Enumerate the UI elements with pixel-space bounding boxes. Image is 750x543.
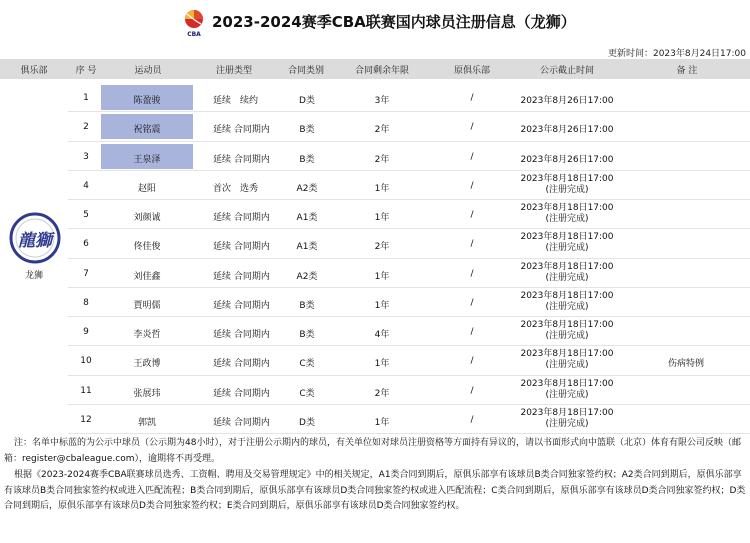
deadline-cell	[520, 320, 613, 342]
row-number: 1	[83, 93, 89, 103]
table-row	[68, 317, 750, 346]
registration-type: 延续 合同期内	[213, 154, 270, 165]
deadline: 2023年8月18日17:00	[520, 261, 614, 272]
club-name: 龙狮	[24, 271, 44, 281]
row-number: 11	[80, 385, 92, 396]
deadline-status: (注册完成)	[545, 214, 589, 224]
contract-years: 1年	[374, 213, 390, 223]
deadline: 2023年8月18日17:00	[520, 173, 614, 184]
table-row	[68, 346, 750, 375]
player-name: 陈盈骏	[133, 96, 161, 106]
player-name: 李炎哲	[133, 330, 161, 340]
registration-type: 延续 合同期内	[213, 125, 270, 136]
table-row	[68, 200, 750, 229]
deadline: 2023年8月18日17:00	[520, 203, 614, 213]
player-name-highlight	[101, 144, 193, 169]
registration-type: 延续 合同期内	[213, 330, 270, 340]
original-club: /	[470, 414, 474, 425]
player-name: 王政博	[133, 359, 161, 370]
row-number: 6	[83, 239, 89, 250]
row-number: 9	[83, 327, 89, 337]
row-number: 12	[80, 414, 92, 425]
col-deadline: 公示截止时间	[539, 66, 595, 76]
deadline-cell	[520, 232, 613, 254]
player-name: 祝铭震	[133, 125, 161, 136]
cba-logo-icon	[181, 8, 207, 38]
player-name: 张展玮	[133, 388, 161, 399]
registration-type: 延续 合同期内	[213, 271, 270, 282]
table-row	[68, 83, 750, 112]
row-number: 8	[83, 297, 89, 308]
contract-years: 1年	[374, 417, 390, 428]
deadline-status: (注册完成)	[545, 418, 589, 429]
player-name-highlight	[101, 114, 193, 139]
contract-type: B类	[299, 300, 315, 311]
deadline-status: (注册完成)	[545, 272, 589, 283]
svg-text:龍獅: 龍獅	[18, 231, 52, 251]
registration-type: 延续 合同期内	[213, 388, 270, 399]
contract-years: 2年	[374, 125, 390, 136]
deadline: 2023年8月26日17:00	[520, 96, 614, 106]
table-row	[68, 229, 750, 258]
deadline-cell	[520, 262, 613, 284]
deadline: 2023年8月18日17:00	[520, 320, 614, 330]
row-number: 4	[83, 180, 89, 191]
deadline-status: (注册完成)	[545, 389, 589, 400]
deadline-cell	[520, 379, 613, 401]
col-no: 序 号	[75, 66, 97, 76]
contract-type: D类	[299, 417, 315, 428]
col-club: 俱乐部	[20, 66, 48, 76]
original-club: /	[470, 210, 474, 220]
deadline: 2023年8月18日17:00	[520, 290, 614, 301]
note-public-period: 注：名单中标蓝的为公示中球员（公示期为48小时），对于注册公示期内的球员，有关单位如对球员注册资格等方面持有异议的，请以书面形式向中篮联（北京）体育有限公司反映（邮箱：register@cbaleague.com），逾期将不再受理。	[4, 438, 741, 464]
player-name: 賈明儒	[133, 300, 161, 311]
col-reg-type: 注册类型	[215, 66, 253, 76]
original-club: /	[470, 297, 474, 308]
deadline: 2023年8月26日17:00	[520, 125, 614, 136]
table-row	[68, 288, 750, 317]
contract-type: B类	[299, 154, 315, 165]
original-club: /	[470, 151, 474, 162]
original-club: /	[470, 356, 474, 367]
col-years-left: 合同剩余年限	[354, 66, 410, 76]
deadline-status: (注册完成)	[545, 243, 589, 254]
contract-type: B类	[299, 125, 315, 136]
col-contract-type: 合同类别	[287, 66, 325, 76]
original-club: /	[470, 385, 474, 396]
contract-years: 1年	[374, 271, 390, 282]
note-contract-rules: 根据《2023-2024赛季CBA联赛球员选秀、工资帽、聘用及交易管理规定》中的相关规定，A1类合同到期后，原俱乐部享有该球员B类合同独家签约权；A2类合同到期后，原俱乐部享有该球员B类合同独家签约权或进入匹配流程；B类合同到期后，原俱乐部享有该球员D类合同独家签约权或进入匹配流程；C类合同到期后，原俱乐部享有该球员D类合同独家签约权；D类合同到期后，原俱乐部享有该球员D类合同独家签约权；E类合同到期后，原俱乐部享有该球员D类合同独家签约权。	[4, 470, 746, 511]
original-club: /	[470, 327, 474, 337]
player-name: 刘佳鑫	[133, 271, 161, 282]
deadline-cell	[520, 349, 613, 371]
registration-type: 延续 合同期内	[213, 242, 270, 253]
table-row	[68, 171, 750, 200]
player-name: 佟佳俊	[133, 242, 161, 253]
table-row	[68, 259, 750, 288]
update-time: 更新时间：2023年8月24日17:00	[607, 49, 746, 59]
player-name: 刘颜诚	[133, 213, 161, 223]
table-row	[68, 376, 750, 405]
player-name-highlight	[101, 85, 193, 110]
contract-type: A2类	[296, 183, 318, 194]
table-row	[68, 142, 750, 171]
contract-type: D类	[299, 96, 315, 106]
table-row	[68, 112, 750, 141]
contract-years: 2年	[374, 154, 390, 165]
contract-type: A1类	[296, 213, 318, 223]
contract-years: 2年	[374, 388, 390, 399]
contract-years: 1年	[374, 359, 390, 370]
original-club: /	[470, 122, 474, 133]
svg-text:CBA: CBA	[187, 31, 201, 38]
registration-type: 延续 续约	[213, 96, 259, 106]
registration-type: 延续 合同期内	[213, 359, 270, 370]
registration-type: 延续 合同期内	[213, 213, 270, 223]
row-number: 2	[83, 122, 89, 133]
player-table	[68, 83, 750, 434]
deadline-cell	[520, 203, 613, 225]
deadline: 2023年8月18日17:00	[520, 232, 614, 243]
deadline: 2023年8月18日17:00	[520, 349, 614, 360]
contract-type: A1类	[296, 242, 318, 253]
contract-years: 3年	[374, 96, 390, 106]
deadline-status: (注册完成)	[545, 184, 589, 195]
contract-years: 1年	[374, 300, 390, 311]
deadline-status: (注册完成)	[545, 301, 589, 312]
remark: 伤病特例	[667, 359, 705, 370]
deadline: 2023年8月18日17:00	[520, 407, 614, 418]
deadline-status: (注册完成)	[545, 360, 589, 371]
notes	[4, 436, 746, 516]
table-row	[68, 405, 750, 434]
row-number: 5	[83, 210, 89, 220]
deadline-cell	[520, 291, 613, 313]
contract-years: 1年	[374, 183, 390, 194]
row-number: 10	[80, 356, 92, 367]
col-note: 备 注	[676, 66, 698, 76]
deadline: 2023年8月26日17:00	[520, 154, 614, 165]
contract-years: 2年	[374, 242, 390, 253]
deadline-cell	[520, 174, 613, 196]
contract-type: A2类	[296, 271, 318, 282]
player-name: 王泉泽	[133, 154, 161, 165]
deadline-cell	[520, 408, 613, 430]
contract-type: B类	[299, 330, 315, 340]
col-orig-club: 原俱乐部	[453, 66, 491, 76]
col-player: 运动员	[134, 66, 162, 76]
contract-type: C类	[299, 359, 315, 370]
registration-type: 延续 合同期内	[213, 300, 270, 311]
page-header	[0, 0, 750, 42]
deadline: 2023年8月18日17:00	[520, 378, 614, 389]
original-club: /	[470, 180, 474, 191]
page-title: 2023-2024赛季CBA联赛国内球员注册信息（龙狮）	[212, 13, 576, 31]
contract-years: 4年	[374, 330, 390, 340]
row-number: 7	[83, 268, 89, 279]
original-club: /	[470, 239, 474, 250]
table-header	[0, 59, 750, 79]
registration-type: 首次 选秀	[213, 183, 259, 194]
player-name: 赵阳	[137, 183, 157, 194]
lions-emblem-icon	[8, 212, 62, 268]
row-number: 3	[83, 151, 89, 162]
club-cell	[0, 79, 68, 433]
original-club: /	[470, 93, 474, 103]
registration-type: 延续 合同期内	[213, 417, 270, 428]
contract-type: C类	[299, 388, 315, 399]
player-name: 郭凯	[137, 417, 157, 428]
original-club: /	[470, 268, 474, 279]
deadline-status: (注册完成)	[545, 331, 589, 341]
